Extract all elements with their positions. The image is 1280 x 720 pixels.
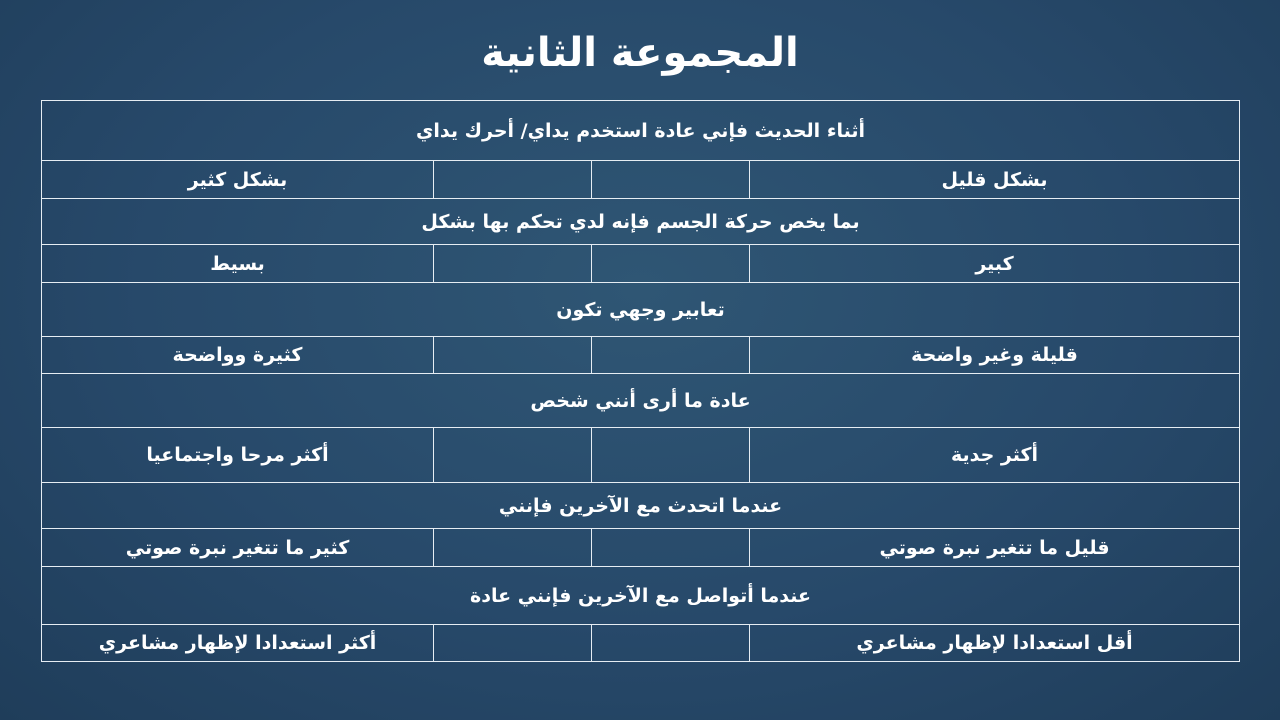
answer-row bbox=[42, 161, 1240, 199]
option-b-cell[interactable]: كثير ما تتغير نبرة صوتي bbox=[42, 529, 434, 567]
option-a-mark-cell[interactable] bbox=[592, 245, 750, 283]
option-a-cell[interactable]: أقل استعدادا لإظهار مشاعري bbox=[750, 625, 1240, 662]
option-a-cell[interactable]: أكثر جدية bbox=[750, 428, 1240, 483]
option-a-cell[interactable]: بشكل قليل bbox=[750, 161, 1240, 199]
question-text: عندما اتحدث مع الآخرين فإنني bbox=[42, 483, 1240, 529]
answer-row bbox=[42, 428, 1240, 483]
answer-row bbox=[42, 245, 1240, 283]
question-row bbox=[42, 101, 1240, 161]
question-row bbox=[42, 199, 1240, 245]
option-a-mark-cell[interactable] bbox=[592, 161, 750, 199]
option-b-mark-cell[interactable] bbox=[434, 428, 592, 483]
option-b-mark-cell[interactable] bbox=[434, 337, 592, 374]
question-text: عندما أتواصل مع الآخرين فإنني عادة bbox=[42, 567, 1240, 625]
option-b-mark-cell[interactable] bbox=[434, 245, 592, 283]
option-a-mark-cell[interactable] bbox=[592, 337, 750, 374]
question-text: عادة ما أرى أنني شخص bbox=[42, 374, 1240, 428]
option-b-cell[interactable]: بشكل كثير bbox=[42, 161, 434, 199]
question-row bbox=[42, 374, 1240, 428]
survey-table bbox=[41, 100, 1240, 662]
option-b-mark-cell[interactable] bbox=[434, 161, 592, 199]
question-row bbox=[42, 567, 1240, 625]
question-row bbox=[42, 283, 1240, 337]
answer-row bbox=[42, 625, 1240, 662]
option-a-cell[interactable]: قليل ما تتغير نبرة صوتي bbox=[750, 529, 1240, 567]
option-a-cell[interactable]: قليلة وغير واضحة bbox=[750, 337, 1240, 374]
option-b-cell[interactable]: بسيط bbox=[42, 245, 434, 283]
option-a-mark-cell[interactable] bbox=[592, 625, 750, 662]
option-b-cell[interactable]: كثيرة وواضحة bbox=[42, 337, 434, 374]
question-text: أثناء الحديث فإني عادة استخدم يداي/ أحرك يداي bbox=[42, 101, 1240, 161]
option-a-mark-cell[interactable] bbox=[592, 529, 750, 567]
answer-row bbox=[42, 337, 1240, 374]
question-row bbox=[42, 483, 1240, 529]
option-b-cell[interactable]: أكثر مرحا واجتماعيا bbox=[42, 428, 434, 483]
option-b-cell[interactable]: أكثر استعدادا لإظهار مشاعري bbox=[42, 625, 434, 662]
option-a-mark-cell[interactable] bbox=[592, 428, 750, 483]
option-b-mark-cell[interactable] bbox=[434, 625, 592, 662]
question-text: بما يخص حركة الجسم فإنه لدي تحكم بها بشكل bbox=[42, 199, 1240, 245]
option-a-cell[interactable]: كبير bbox=[750, 245, 1240, 283]
answer-row bbox=[42, 529, 1240, 567]
option-b-mark-cell[interactable] bbox=[434, 529, 592, 567]
question-text: تعابير وجهي تكون bbox=[42, 283, 1240, 337]
page-title: المجموعة الثانية bbox=[481, 30, 799, 76]
